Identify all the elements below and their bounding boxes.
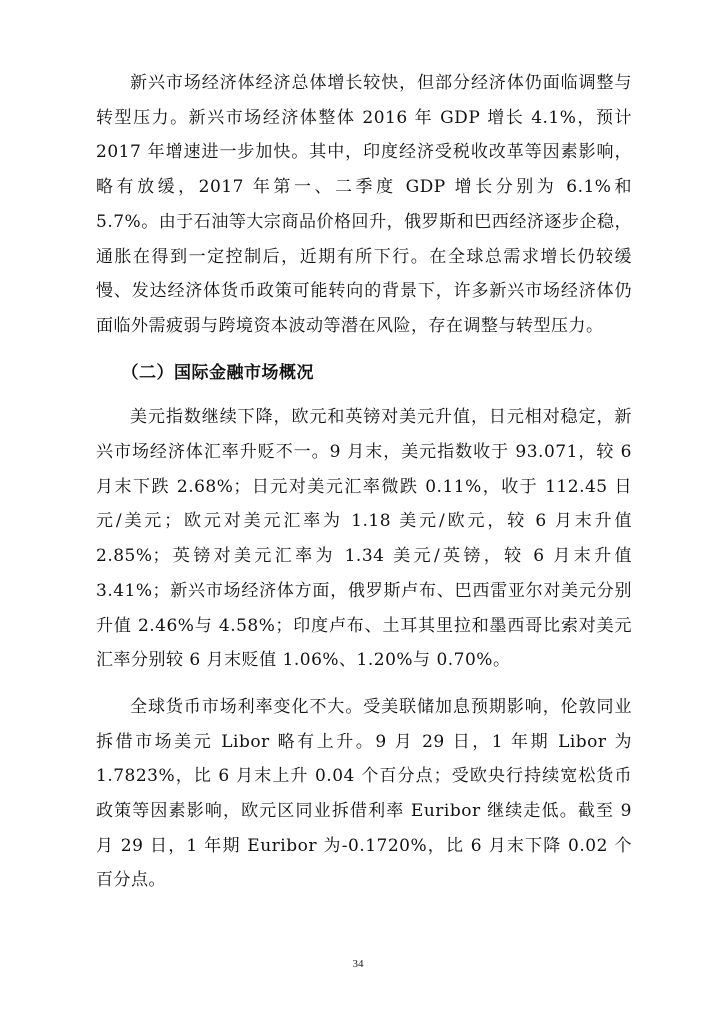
- page-number: 34: [352, 958, 364, 970]
- paragraph-emerging-markets: 新兴市场经济体经济总体增长较快，但部分经济体仍面临调整与转型压力。新兴市场经济体整体 2016 年 GDP 增长 4.1%，预计 2017 年增速进一步加快。其中，印度经济受税收改革等因素影响，略有放缓，2017 年第一、二季度 GDP 增长分别为 6.1%和 5.7%。由于石油等大宗商品价格回升，俄罗斯和巴西经济逐步企稳，通胀在得到一定控制后，近期有所下行。在全球总需求增长仍较缓慢、发达经济体货币政策可能转向的背景下，许多新兴市场经济体仍面临外需疲弱与跨境资本波动等潜在风险，存在调整与转型压力。: [96, 73, 632, 336]
- document-body: [96, 66, 632, 898]
- paragraph-money-market-rates: 全球货币市场利率变化不大。受美联储加息预期影响，伦敦同业拆借市场美元 Libor 略有上升。9 月 29 日，1 年期 Libor 为 1.7823%，比 6 月末上升 0.04 个百分点；受欧央行持续宽松货币政策等因素影响，欧元区同业拆借利率 Euribor 继续走低。截至 9 月 29 日，1 年期 Euribor 为-0.1720%，比 6 月末下降 0.02 个百分点。: [96, 696, 632, 891]
- paragraph-exchange-rates: 美元指数继续下降，欧元和英镑对美元升值，日元相对稳定，新兴市场经济体汇率升贬不一。9 月末，美元指数收于 93.071，较 6 月末下跌 2.68%；日元对美元汇率微跌 0.11%，收于 112.45 日元/美元；欧元对美元汇率为 1.18 美元/欧元，较 6 月末升值 2.85%；英镑对美元汇率为 1.34 美元/英镑，较 6 月末升值 3.41%；新兴市场经济体方面，俄罗斯卢布、巴西雷亚尔对美元分别升值 2.46%与 4.58%；印度卢布、土耳其里拉和墨西哥比索对美元汇率分别较 6 月末贬值 1.06%、1.20%与 0.70%。: [96, 407, 632, 671]
- section-heading: （二）国际金融市场概况: [121, 362, 314, 383]
